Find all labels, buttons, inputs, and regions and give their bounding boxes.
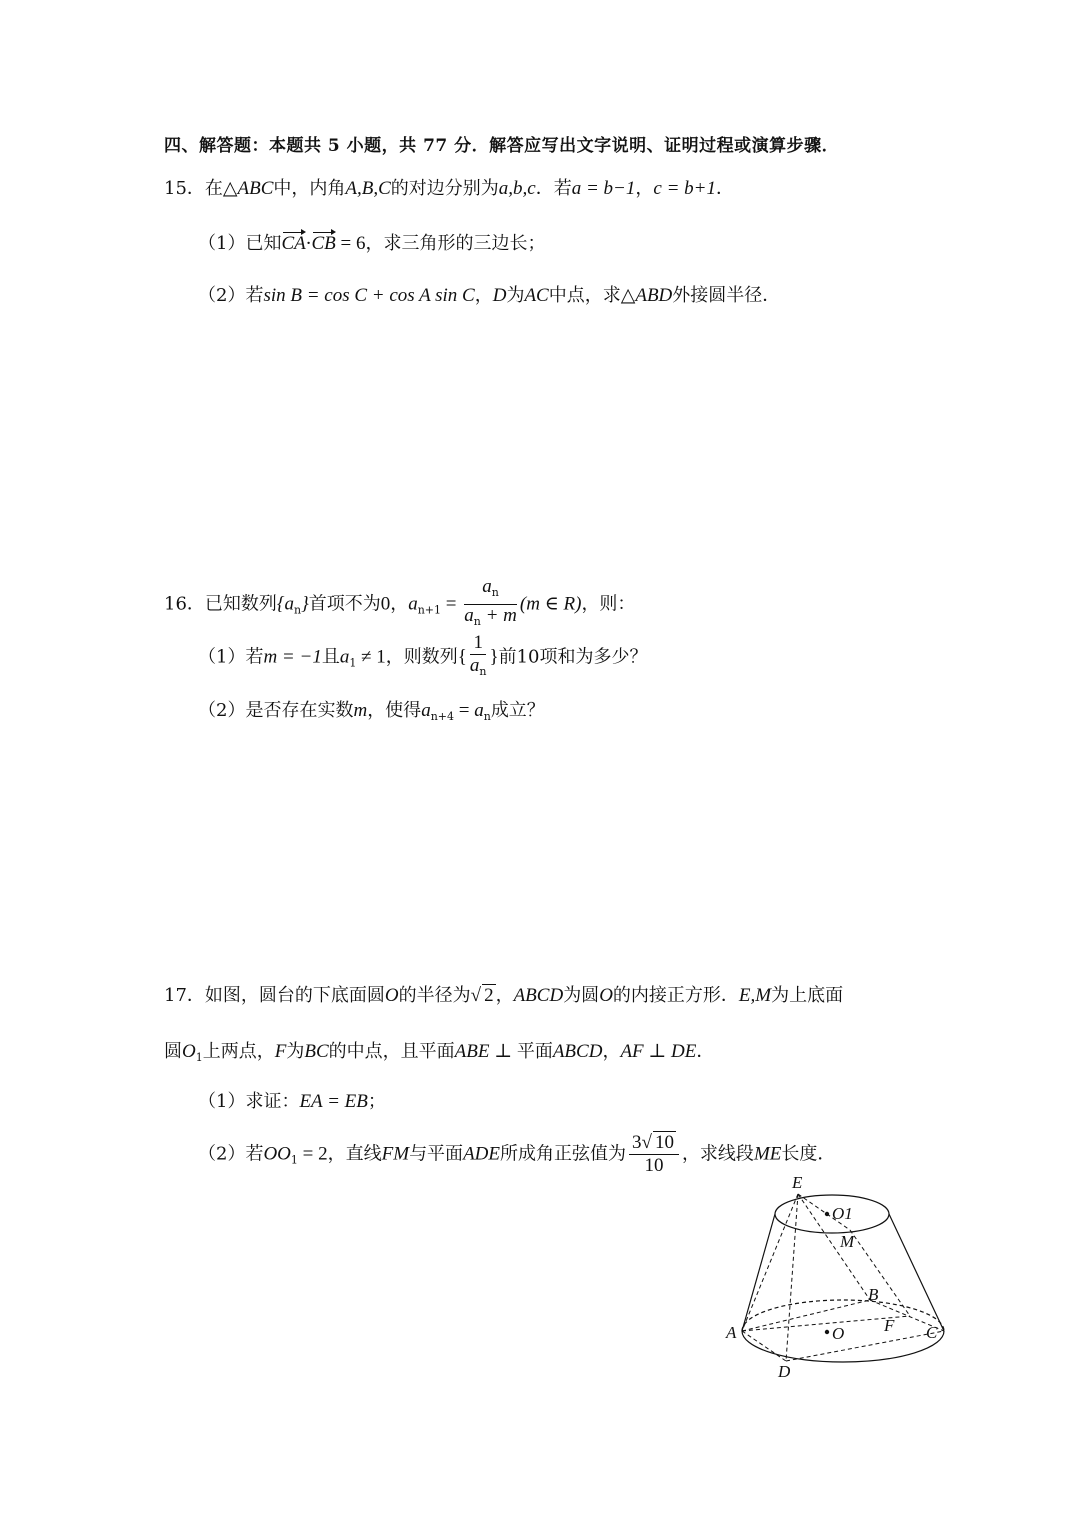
q17-part2: （2）若$OO_1 = 2$，直线FM与平面ADE所成角正弦值为 $\frac{3√ 10}{10}$ ，求线段ME长度． — [198, 1132, 836, 1176]
vector-ca: CA — [281, 230, 305, 258]
q15-part2: （2）若sin B = cos C + cos A sin C，D为AC中点，求△ABD外接圆半径． — [198, 285, 781, 306]
recurrence-fraction: $\frac{a_n}{a_n + m}$ — [464, 576, 517, 628]
frustum-figure — [720, 1170, 950, 1380]
edge-ad — [742, 1331, 786, 1361]
label-a: A — [726, 1323, 737, 1342]
label-d: D — [778, 1362, 791, 1380]
point-o — [825, 1330, 829, 1334]
q16-intro: 16．已知数列$\{a_n\}$首项不为0，$a_{n+1}$ = $\frac{a_n}{a_n + m}$ (m ∈ R)，则： — [164, 576, 635, 633]
reciprocal-fraction: $\frac{1}{a_n}$ — [469, 632, 487, 678]
q16-part1: （1）若m = −1且$a_1 \ne 1$，则数列{ $\frac{1}{a_n}$ }前10项和为多少？ — [198, 632, 648, 683]
label-f: F — [884, 1316, 895, 1335]
label-o1: O1 — [832, 1204, 853, 1223]
label-b: B — [868, 1285, 879, 1304]
q16-part2: （2）是否存在实数m，使得$a_{n+4} = a_n$成立？ — [198, 700, 545, 723]
left-slant-edge — [742, 1214, 775, 1331]
q17-part1: （1）求证：EA = EB； — [198, 1091, 386, 1112]
label-o: O — [832, 1324, 845, 1343]
right-slant-edge — [889, 1214, 944, 1331]
point-o1 — [825, 1212, 829, 1216]
q15-part1: （1）已知CA·CB = 6，求三角形的三边长； — [198, 230, 545, 258]
section-heading: 四、解答题：本题共 5 小题，共 77 分．解答应写出文字说明、证明过程或演算步骤． — [164, 136, 840, 156]
edge-dc — [786, 1331, 944, 1361]
edge-ab — [742, 1300, 870, 1331]
label-m: M — [840, 1232, 855, 1251]
q15-intro: 15．在△ABC中，内角A,B,C的对边分别为a,b,c．若a = b−1，c = b+1． — [164, 178, 734, 199]
label-c: C — [926, 1323, 938, 1342]
label-e: E — [792, 1173, 803, 1192]
sine-fraction: $\frac{3√ 10}{10}$ — [629, 1132, 679, 1177]
vector-cb: CB — [311, 230, 335, 258]
segment-ea — [742, 1194, 798, 1331]
q17-line1: 17．如图，圆台的下底面圆O的半径为√ 2 ，ABCD为圆O的内接正方形．E,M为上底面 — [164, 985, 844, 1006]
segment-ed — [786, 1194, 798, 1361]
q17-line2: 圆$O_1$上两点，F为BC的中点，且平面ABE ⊥ 平面ABCD，AF ⊥ DE． — [164, 1041, 715, 1064]
